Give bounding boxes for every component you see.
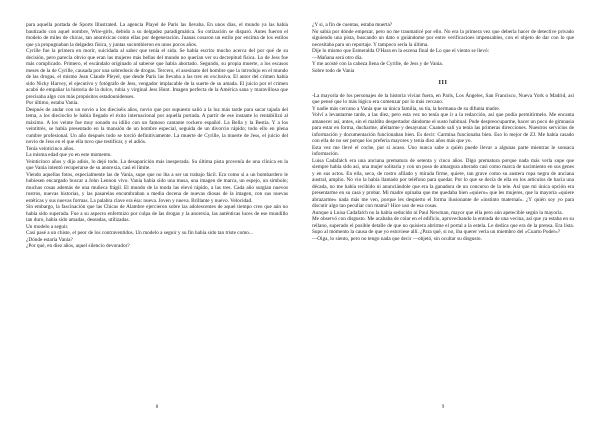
- paragraph: Luisa Cadafalch era una anciana prematura de setenta y cinco años. Digo prematura porque nada más verla supe que siempre había sido así, una mujer solitaria y con un poso de amargura alterado casi como marca de nacimiento en sus genes y en sus actos. En ella, seca, de rostro afilado y mirada firme, quiere, tan grave como su austera ropa negra de anciana austral, amplio. No vio la había llamado por teléfono para quedar. Por lo que se decía de ella en los artículos de hacía una década, no me había recibido ni anunciándole que era la ganadora de un concurso de la tele. Así que mi única opción era presentarme en su casa y probar. Mi madre opinaba que me quedaba bien «quiero» que les mujeres, que la mayoría «quiere abrazarme» nada más me ven, porque les despierto el forma ilusionante de «instinto maternal». ¿Y quién soy yo para discutir algo tan peculiar con mamá? Hice uso de esa cosas.: [312, 157, 574, 209]
- paragraph: Un modelo a seguir.: [26, 223, 69, 230]
- paragraph: Veinticinco años y dijo adiós, lo dejó todo. La desaparición más inesperada. Su última pista provenía de una clínica en la que Vania intentó recuperarse de su anorexia, casi el límite.: [26, 158, 288, 171]
- paragraph: para aquella portada de Sports Illustrated. La agencia Playel de París las llevaba. En unos días, el mundo ya las había bautizado con aquel nombre, Wire-girls, debido a su delgadez paradigmática. Su cotización se disparó. Antes fueron el modelo de miles de chicas, tan anoréxicas como ellas por degeneración. Juanas cosaron un estilo por encima de los estilos que ya propugnaban la delgadez física, y juntas sucumbieron en unos pocos años.: [26, 22, 288, 48]
- paragraph: Esta vez me llevé el coche, por si acaso. Uno nunca sabe a quién puede llevar a algunas parte mientras le sonsaca información.: [312, 144, 574, 157]
- paragraph: Sin embargo, la fascinación que las Chicas de Alambre ejercieron sobre las adolescentes de aquel tiempo creo que aún no había sido superada. Fue a su aspecto enfermizo por culpa de las drogas y la anorexia, las auténticas luces de ese mundillo tan duro, había sido amadas, deseadas, utilizadas.: [26, 204, 288, 223]
- paragraph: Por último, estaba Vania.: [26, 100, 79, 106]
- page-number-right: 9: [441, 405, 445, 410]
- chapter-heading: III: [438, 79, 448, 86]
- paragraph: Después de andar con un novio a los dieciséis años, novio que por supuesto salió a la luz más tarde para sacar tajada del tema, a los dieciocho le había llegado el éxito internacional por aquella portada. A partir de ese instante lo rentabilizó al máximo. A los veinte fue muy sonado su idilio con un famoso cantante rockero español. La Bella y la Bestia. Y a los veintitrés, se había presentado en la mansión de un hombre especial, seguida de un divorcio rápido; todo ello en plena cumbre profesional. Un año después todo se torció definitivamente. La muerte de Cyrille, la muerte de Jess, el juicio del novio de Jess en el que ella tuvo que testificar, y el adiós.: [26, 106, 288, 145]
- paragraph: ¿Dónde estaría Vania?: [26, 236, 73, 243]
- right-page-bottom-block: [312, 93, 574, 243]
- paragraph: Sobre todo de Vania: [312, 67, 355, 74]
- paragraph: Me observó con disgusto. Me acababa de colar en el edificio, aprovechando la entrada de una vecina, así que ya estaba en su rellano, superado el posible detalle de que no quisiera abrirme el portal a la estela. Le dedica que era de la prensa. Era lista. Supo al momento la causa de que yo estuviese allí. ¿Para qué, si no, iba querer verla un miembro del «Cuarto Poder»?: [312, 216, 574, 235]
- right-page-text: [312, 22, 574, 394]
- paragraph: ¿Y si, a fin de cuentas, estaba muerta?: [312, 22, 393, 28]
- paragraph: Aunque a Luisa Cadafalch no la había seducido ni Paul Newman, mayor que ella pero aún apetecible según la mayoría.: [312, 209, 563, 216]
- paragraph: Y me acosté con la cabeza llena de Cyrille, de Jess y de Vania.: [312, 61, 444, 67]
- paragraph: ¿Por qué, en diez años, aquel silencio devorador?: [26, 243, 130, 249]
- page-number-left: 8: [155, 405, 159, 410]
- right-page-top-block: [312, 22, 574, 74]
- paragraph: —Oiga, lo siento, pero no tengo nada que decir —objetó, sin ocultar su disgusto.: [312, 235, 482, 242]
- left-page: [26, 22, 288, 410]
- right-page: [312, 22, 574, 410]
- left-page-text: [26, 22, 288, 394]
- paragraph: Y nadie más cercano a Vania que su única familia, su tía, la hermana de su difunta madre.: [312, 105, 501, 112]
- paragraph: Tenía veinticinco años.: [26, 145, 75, 152]
- paragraph: Dije lo mismo que Esmeralda O'Hara en la escena final de Lo que el viento se llevó:: [312, 48, 490, 54]
- paragraph: Casi pasé a un chiste, el peor de los contraventidos. Un modelo a seguir y su fin había sido tan triste como...: [26, 230, 253, 236]
- paragraph: La misma edad que yo en este momento.: [26, 152, 112, 158]
- paragraph: —Mañana será otro día.: [312, 54, 363, 61]
- paragraph: -La mayoría de los personajes de la historia vivían fuera, en París, Los Ángeles, San Francisco, Nueva York o Madrid, así que pensé que lo más lógico era comenzar por lo más cercano.: [312, 92, 574, 105]
- paragraph: Viendo aquellas fotos, especialmente las de Vania, supe que no iba a ser un trabajo fácil. Era como si a un bombardero le hubiesen encargado buscar a John Lennon vivo. Vania había sido una musa, una imagen de marca, un espejo, un símbolo; muchas cosas además de una muñeca frágil. El mundo de la moda las elevó rápido, a las tres. Cada año surgían nuevos rostros, nuevas historias, y las pasarelas encumbraban a media docena de nuevas diosas de la imagen, con sus nuevas estéticas y sus nuevas formas. La palabra clave era ésa: nueva. Joven y nueva. Brillante y nuevo. Velocidad.: [26, 171, 288, 204]
- paragraph: No sabía por dónde empezar, pero no me traumaticé por ello. No era la primera vez que debería hacer de detective privado siguiendo una pista, buscando un dato o guiándome por entre verificacioes impensables, con el objeto de dar con lo que necesitaba para un reportaje. Y tampoco sería la última.: [312, 28, 574, 48]
- paragraph: Volví a levantarme tarde, a las diez, pero esta vez no tenía que ir a la redacción, así que podía permitírmelo. Me encanta amanecer así, antes, sin el maldito despertador dándome el susto habitual. Pude despreocuparme, hacer un poco de gimnasia para estar en forma, ducharme, afeitarme y desayunar. Cuando salí ya tenía las primeras direcciones. Nuestros servicios de información y documentación funcionaban bien. Es decir: Carmina funcionaba bien. Eso lo mejor de ZJ. Me había casado con ella de no ser porque los prefería mayores y tenía diez años más que yo.: [312, 112, 574, 144]
- paragraph: Cyrille fue la primera en morir, suicidada al saber que tenía el sida. Se había escrito mucho acerca del por qué de su decisión, pero parecía obvio que eran las mujeres más bellas del mundo no querían ver su decrepitud física. Lo de Jess fue más complicado. Primero, el escándalo originado al saberse que había abortado. Segundo, su propia muerte, a los escasos meses de la de Cyrille, causada por una sobredosis de drogas. Tercero, el asesinato del hombre que la introdujo en el mundo de las drogas, el mismo Jean Claude Pleyel, que desde París las llevaba a las tres en exclusiva. El autor del crimen había sido Nicky Harvey, el ejecutivo y fotógrafo de Jess, vengador implacable de la suerte de su amada. El juicio por el crimen acabó de empañar la historia de la dulce, rubia y virginal Jess Hunt. Imagen perfecta de la América sana y maravillosa que precisaba algo con más propósitos estadounidenses.: [26, 48, 288, 100]
